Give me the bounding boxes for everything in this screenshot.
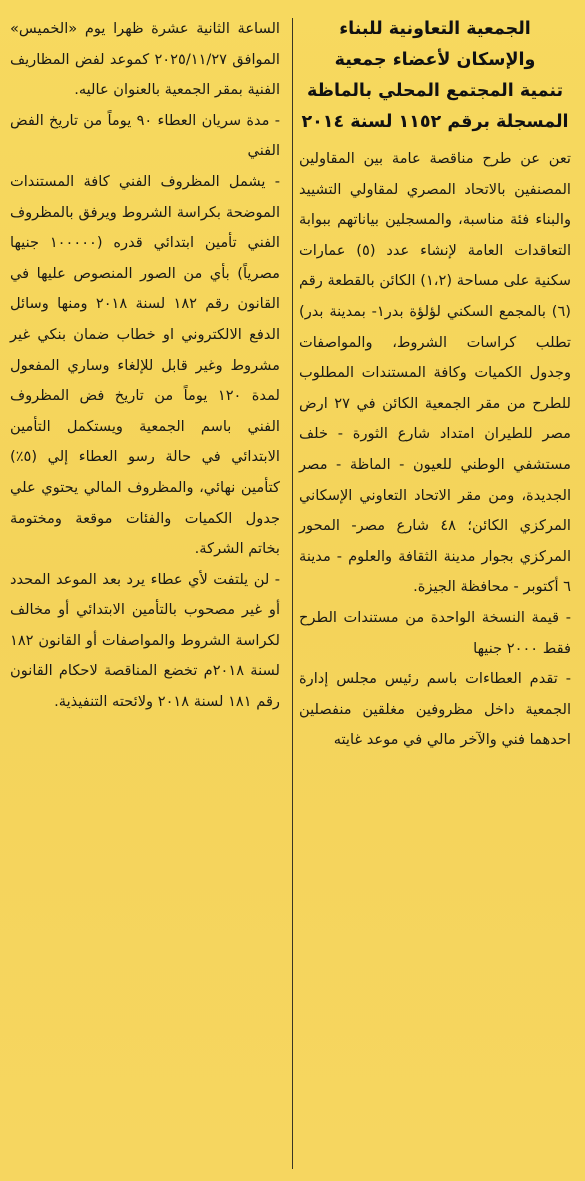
column-divider <box>292 18 293 1169</box>
tender-intro-paragraph: تعن عن طرح مناقصة عامة بين المقاولين المصنفين بالاتحاد المصري لمقاولي التشييد والبناء فئة مناسبة، والمسجلين بياناتهم ببوابة التعاقدات العامة لإنشاء عدد (٥) عمارات سكنية على مساحة (١،٢) الكائن بالقطعة رقم (٦) بالمجمع السكني لؤلؤة بدر١- بمدينة بدر) تطلب كراسات الشروط، والمواصفات وجدول الكميات وكافة المستندات المطلوب للطرح من مقر الجمعية الكائن في ٢٧ ارض مصر للطيران امتداد شارع الثورة - خلف مستشفي الوطني للعيون - الماظة - مصر الجديدة، ومن مقر الاتحاد التعاوني الإسكاني المركزي الكائن؛ ٤٨ شارع مصر- المحور المركزي بجوار مدينة الثقافة والعلوم - مدينة ٦ أكتوبر - محافظة الجيزة. <box>299 150 572 596</box>
heading-line-2: والإسكان لأعضاء جمعية <box>334 50 536 70</box>
document-price-paragraph: - قيمة النسخة الواحدة من مستندات الطرح فقط ٢٠٠٠ جنيها <box>299 608 571 657</box>
validity-paragraph: - مدة سريان العطاء ٩٠ يوماً من تاريخ الفض الفني <box>10 111 280 160</box>
heading-line-4: المسجلة برقم ١١٥٢ لسنة ٢٠١٤ <box>301 112 569 132</box>
left-column <box>10 14 280 1171</box>
submission-paragraph: - تقدم العطاءات باسم رئيس مجلس إدارة الجمعية داخل مظروفين مغلقين منفصلين احدهما فني والآخر مالي في موعد غايته <box>299 670 571 749</box>
heading-line-3: تنمية المجتمع المحلي بالماظة <box>306 81 564 101</box>
notice-heading <box>299 14 571 138</box>
heading-line-1: الجمعية التعاونية للبناء <box>339 19 531 39</box>
rejection-paragraph: - لن يلتفت لأي عطاء يرد بعد الموعد المحدد أو غير مصحوب بالتأمين الابتدائي أو مخالف لكراسة الشروط والمواصفات أو القانون ١٨٢ لسنة ٢٠١٨م تخضع المناقصة لاحكام القانون رقم ١٨١ لسنة ٢٠١٨ ولائحته التنفيذية. <box>10 570 280 711</box>
right-column <box>299 14 571 1171</box>
technical-envelope-paragraph: - يشمل المظروف الفني كافة المستندات الموضحة بكراسة الشروط ويرفق بالمظروف الفني تأمين ابتدائي قدره (١٠٠٠٠٠ جنيها مصرياً) بأي من الصور المنصوص عليها في القانون رقم ١٨٢ لسنة ٢٠١٨ ومنها وسائل الدفع الالكتروني او خطاب ضمان بنكي غير مشروط وغير قابل للإلغاء وساري المفعول لمدة ١٢٠ يوماً من تاريخ فض المظروف الفني باسم الجمعية ويستكمل التأمين الابتدائي في حالة رسو العطاء إلي (٥٪) كتأمين نهائي، والمظروف المالي يحتوي علي جدول الكميات والفئات موقعة ومختومة بخاتم الشركة. <box>10 172 280 558</box>
deadline-paragraph: الساعة الثانية عشرة ظهرا يوم «الخميس» الموافق ٢٠٢٥/١١/٢٧ كموعد لفض المظاريف الفنية بمقر الجمعية بالعنوان عاليه. <box>10 20 280 99</box>
